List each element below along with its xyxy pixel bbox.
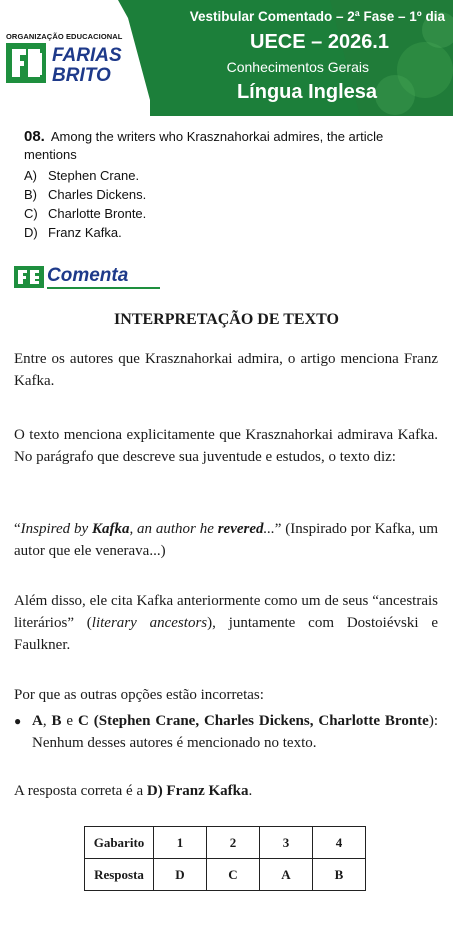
comenta-underline — [47, 287, 160, 289]
paragraph-2: O texto menciona explicitamente que Krasznahorkai admirava Kafka. No parágrafo que descreve sua juventude e estudos, o texto diz: — [14, 427, 438, 465]
paragraph-4: Além disso, ele cita Kafka anteriormente como um de seus “ancestrais literários” (literary ancestors), juntamente com Dostoiévski e Faulkner. — [14, 593, 438, 653]
list-item: ● A, B e C (Stephen Crane, Charles Dickens, Charlotte Bronte): Nenhum desses autores é mencionado no texto. — [14, 710, 438, 754]
question-block — [24, 128, 434, 242]
table-cell: C — [207, 859, 260, 891]
logo-text-farias: FARIAS — [52, 45, 122, 66]
paragraph-5: Por que as outras opções estão incorretas: — [14, 687, 264, 703]
table-row — [85, 859, 366, 891]
option-d: D) Franz Kafka. — [24, 225, 122, 240]
option-c: C) Charlotte Bronte. — [24, 206, 147, 221]
table-header-cell: Gabarito — [85, 827, 154, 859]
comenta-label: Comenta — [47, 265, 129, 286]
farias-brito-logo — [6, 32, 146, 84]
incorrect-options-list — [14, 710, 438, 754]
table-cell: B — [313, 859, 366, 891]
table-row — [85, 827, 366, 859]
question-options — [24, 166, 434, 242]
exam-subject: Língua Inglesa — [236, 81, 377, 103]
fb-logo-mark — [6, 39, 146, 85]
table-header-cell: 3 — [260, 827, 313, 859]
org-name: ORGANIZAÇÃO EDUCACIONAL — [6, 32, 123, 41]
paragraph-quote: “Inspired by Kafka, an author he revered...” (Inspirado por Kafka, um autor que ele venerava...) — [14, 521, 438, 559]
exam-edition: UECE – 2026.1 — [250, 31, 389, 53]
correct-answer-statement: A resposta correta é a D) Franz Kafka. — [14, 783, 253, 799]
table-cell: A — [260, 859, 313, 891]
comenta-heading — [14, 264, 160, 290]
answer-key-table — [84, 826, 366, 891]
bullet-icon: ● — [14, 714, 22, 728]
logo-text-brito: BRITO — [52, 65, 111, 85]
table-header-cell: 4 — [313, 827, 366, 859]
exam-title: Vestibular Comentado – 2ª Fase – 1º dia — [189, 9, 445, 24]
table-row-label: Resposta — [85, 859, 154, 891]
question-text: Among the writers who Krasznahorkai admires, the article mentions — [24, 129, 384, 162]
section-title: INTERPRETAÇÃO DE TEXTO — [114, 311, 339, 328]
paragraph-1: Entre os autores que Krasznahorkai admira, o artigo menciona Franz Kafka. — [14, 351, 438, 389]
exam-section: Conhecimentos Gerais — [226, 59, 369, 75]
table-header-cell: 1 — [154, 827, 207, 859]
option-a: A) Stephen Crane. — [24, 168, 140, 183]
table-cell: D — [154, 859, 207, 891]
fb-small-logo-icon — [14, 266, 44, 288]
question-number: 08. — [24, 128, 45, 145]
table-header-cell: 2 — [207, 827, 260, 859]
option-b: B) Charles Dickens. — [24, 187, 147, 202]
question-stem — [24, 128, 434, 164]
header-banner — [0, 0, 453, 116]
